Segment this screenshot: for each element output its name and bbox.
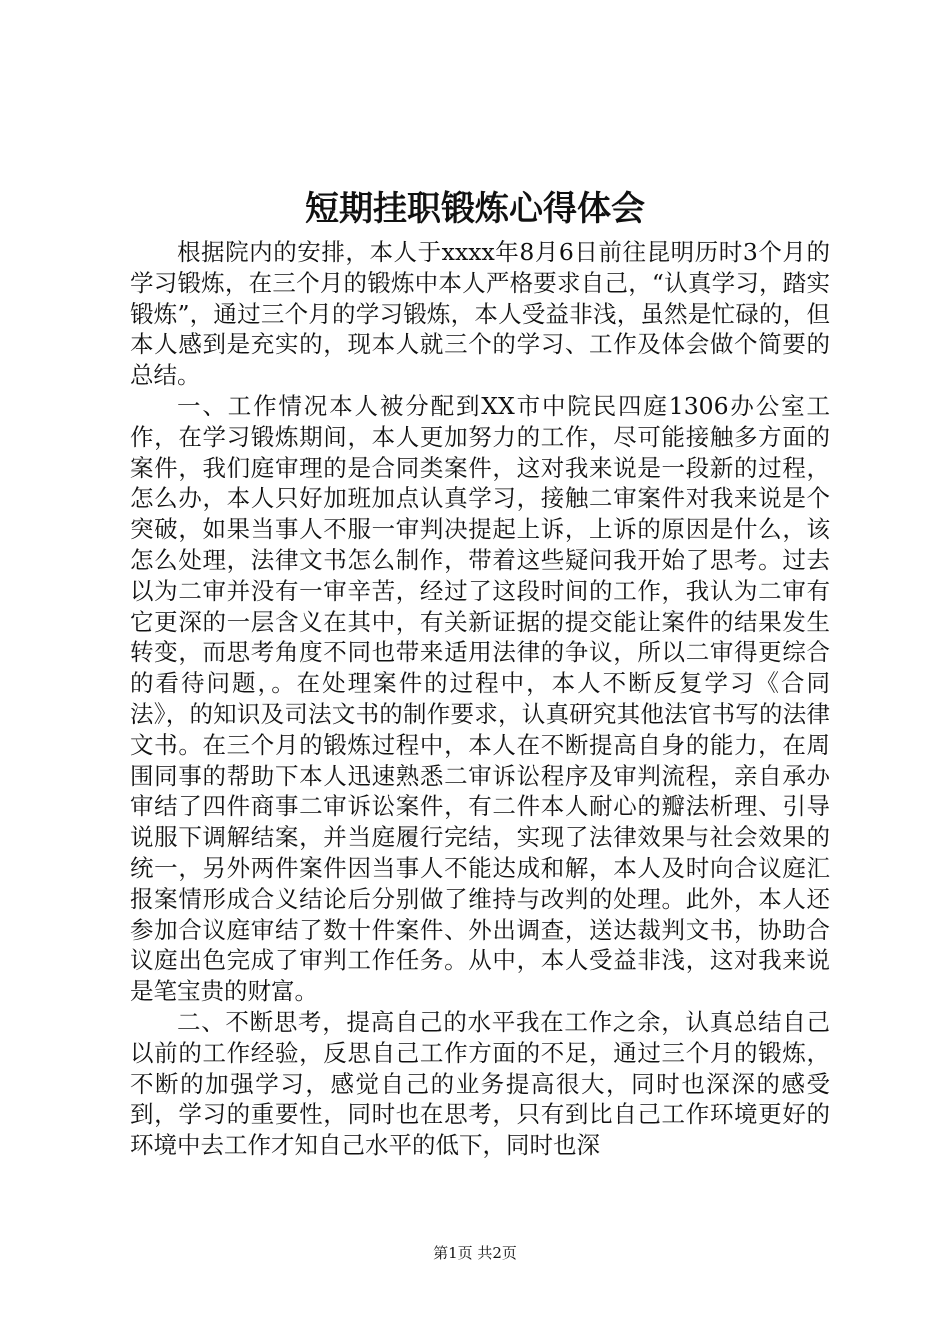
paragraph-reflection: 二、不断思考，提高自己的水平我在工作之余，认真总结自己以前的工作经验，反思自己工作方面的不足，通过三个月的锻炼，不断的加强学习，感觉自己的业务提高很大，同时也深深的感受到，学习的重要性，同时也在思考，只有到比自己工作环境更好的环境中去工作才知自己水平的低下，同时也深 — [130, 1007, 830, 1160]
document-body — [130, 237, 830, 1161]
page-number-footer: 第1页 共2页 — [433, 1244, 517, 1262]
document-title: 短期挂职锻炼心得体会 — [305, 189, 645, 229]
paragraph-work-situation: 一、工作情况本人被分配到XX市中院民四庭1306办公室工作，在学习锻炼期间，本人更加努力的工作，尽可能接触多方面的案件，我们庭审理的是合同类案件，这对我来说是一段新的过程，怎么办，本人只好加班加点认真学习，接触二审案件对我来说是个突破，如果当事人不服一审判决提起上诉，上诉的原因是什么，该怎么处理，法律文书怎么制作，带着这些疑问我开始了思考。过去以为二审并没有一审辛苦，经过了这段时间的工作，我认为二审有它更深的一层含义在其中，有关新证据的提交能让案件的结果发生转变，而思考角度不同也带来适用法律的争议，所以二审得更综合的看待问题，。在处理案件的过程中，本人不断反复学习《合同法》，的知识及司法文书的制作要求，认真研究其他法官书写的法律文书。在三个月的锻炼过程中，本人在不断提高自身的能力，在周围同事的帮助下本人迅速熟悉二审诉讼程序及审判流程，亲自承办审结了四件商事二审诉讼案件，有二件本人耐心的瓣法析理、引导说服下调解结案，并当庭履行完结，实现了法律效果与社会效果的统一，另外两件案件因当事人不能达成和解，本人及时向合议庭汇报案情形成合义结论后分别做了维持与改判的处理。此外，本人还参加合议庭审结了数十件案件、外出调查，送达裁判文书，协助合议庭出色完成了审判工作任务。从中，本人受益非浅，这对我来说是笔宝贵的财富。 — [130, 391, 830, 1006]
paragraph-intro: 根据院内的安排，本人于xxxx年8月6日前往昆明历时3个月的学习锻炼，在三个月的锻炼中本人严格要求自己，“认真学习，踏实锻炼”，通过三个月的学习锻炼，本人受益非浅，虽然是忙碌的，但本人感到是充实的，现本人就三个的学习、工作及体会做个简要的总结。 — [130, 238, 830, 390]
